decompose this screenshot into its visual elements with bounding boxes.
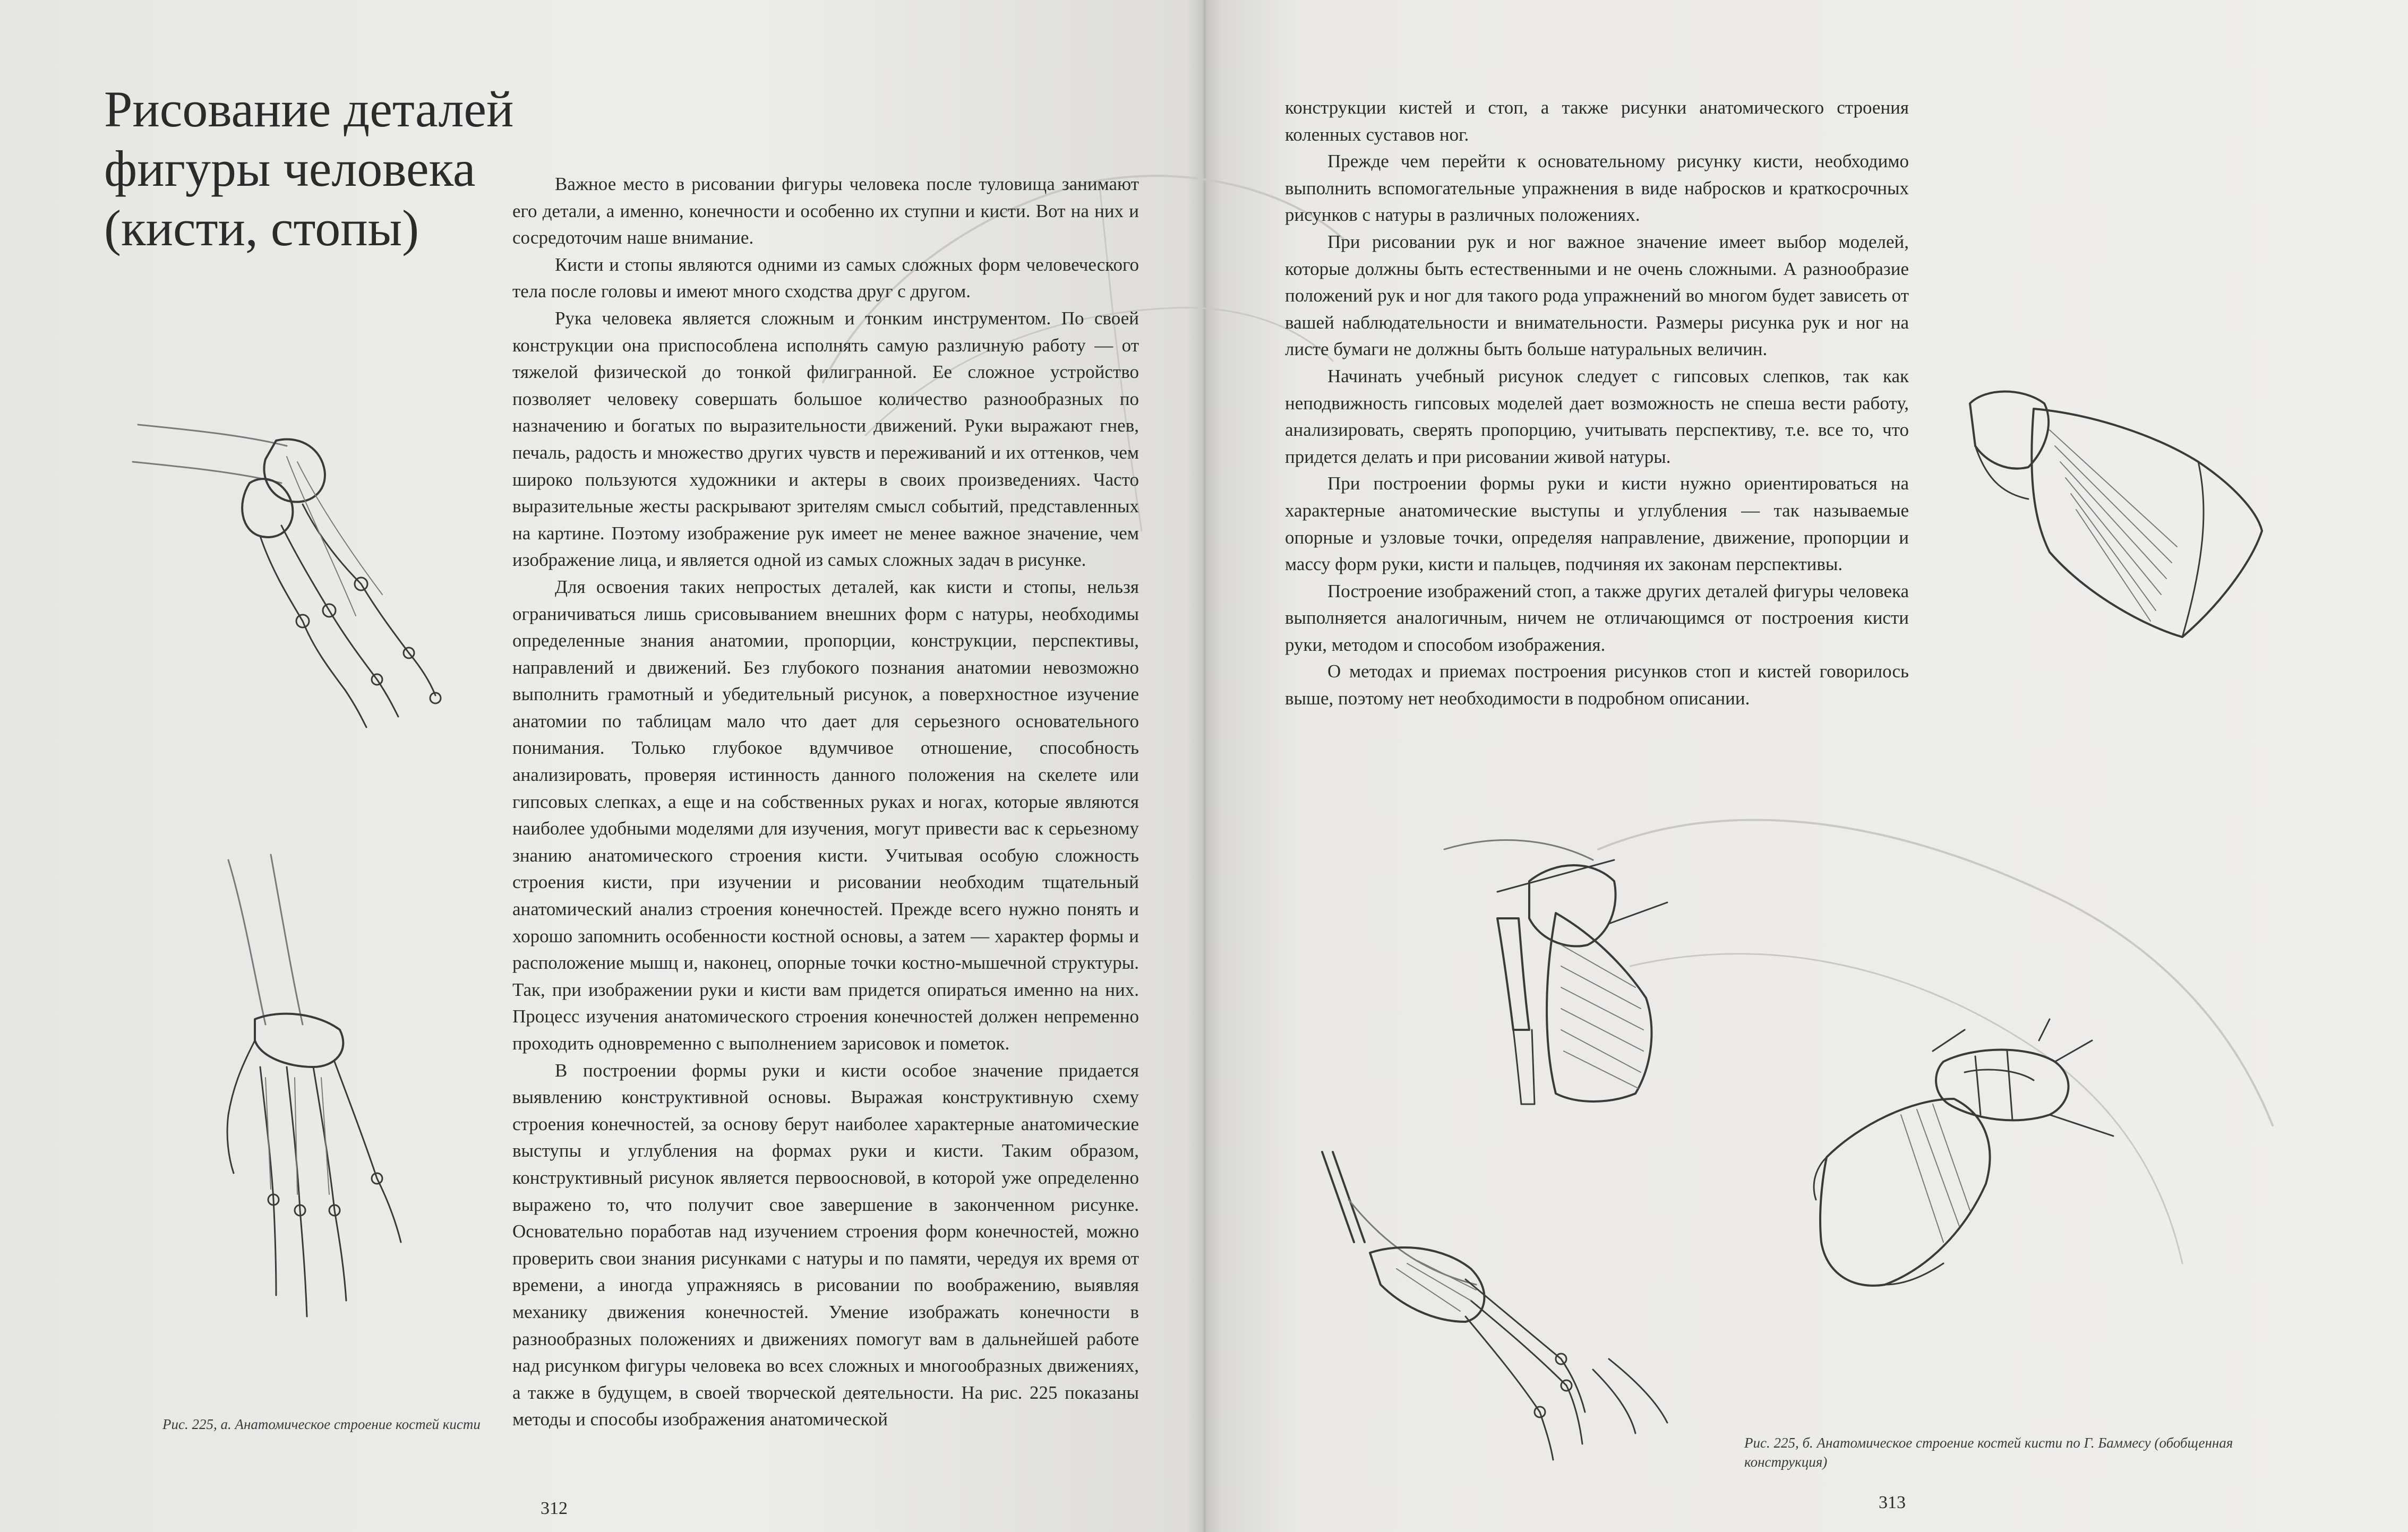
chapter-title bbox=[104, 80, 514, 258]
hand-construction-sketch-2 bbox=[1434, 828, 1731, 1157]
hand-bones-side-sketch bbox=[127, 393, 467, 754]
paragraph: О методах и приемах построения рисунков стоп и кистей говорилось выше, поэтому нет необходимости в подробном описании. bbox=[1285, 661, 1909, 709]
hand-construction-sketch-3 bbox=[1805, 1009, 2156, 1306]
paragraph: Начинать учебный рисунок следует с гипсовых слепков, так как неподвижность гипсовых моделей дает возможность не спеша вести работу, анализировать, сверять пропорцию, учитывать перспективу, т.е. все то, что придется делать и при рисовании живой натуры. bbox=[1285, 365, 1909, 467]
page-number-left: 312 bbox=[541, 1499, 568, 1518]
paragraph: Прежде чем перейти к основательному рисунку кисти, необходимо выполнить вспомогательные упражнения в виде набросков и краткосрочных рисунков с натуры в различных положениях. bbox=[1285, 151, 1909, 226]
paragraph: Построение изображений стоп, а также других деталей фигуры человека выполняется аналогичным, ничем не отличающимся от построения кисти руки, методом и способом изображения. bbox=[1285, 580, 1909, 655]
page-number-right: 313 bbox=[1879, 1493, 1906, 1512]
paragraph: Важное место в рисовании фигуры человека после туловища занимают его детали, а именно, конечности и особенно их ступни и кисти. Вот на них и сосредоточим наше внимание. bbox=[512, 174, 1139, 248]
left-text-column bbox=[512, 171, 1139, 1433]
paragraph-continuation: конструкции кистей и стоп, а также рисунки анатомического строения коленных суставов ног. bbox=[1285, 97, 1909, 145]
paragraph: При рисовании рук и ног важное значение имеет выбор моделей, которые должны быть естественными и не очень сложными. А разнообразие положений рук и ног для такого рода упражнений во многом будет зависеть от вашей наблюдательности и внимательности. Размеры рисунка рук и ног на листе бумаги не должны быть больше натуральных величин. bbox=[1285, 231, 1909, 360]
title-line: (кисти, стопы) bbox=[104, 200, 419, 256]
hand-bones-front-sketch bbox=[207, 849, 430, 1359]
paragraph: Для освоения таких непростых деталей, как кисти и стопы, нельзя ограничиваться лишь срисовыванием внешних форм с натуры, необходимы определенные знания анатомии, пропорции, конструкции, перспективы, направлений и движений. Без глубокого познания анатомии невозможно выполнить грамотный и убедительный рисунок, а поверхностное изучение анатомии по таблицам мало что дает для серьезного основательного понимания. Только глубокое вдумчивое отношение, способность анализировать, проверяя истинность данного положения на скелете или гипсовых слепках, а еще и на собственных руках и ногах, которые являются наиболее удобными моделями для изучения, могут привести вас к серьезному знанию анатомического строения кисти. Учитывая особую сложность строения кисти, при изучении и рисовании необходим тщательный анатомический анализ строения конечностей. Прежде всего нужно понять и хорошо запомнить особенности костной основы, а затем — характер формы и расположение мышц и, наконец, опорные точки костно-мышечной структуры. Так, при изображении руки и кисти вам придется опираться именно на них. Процесс изучения анатомического строения конечностей должен непременно проходить одновременно с выполнением зарисовок и пометок. bbox=[512, 576, 1139, 1054]
figure-caption-right: Рис. 225, б. Анатомическое строение костей кисти по Г. Баммесу (обобщенная конструкция) bbox=[1744, 1435, 2233, 1470]
title-line: фигуры человека bbox=[104, 140, 476, 197]
paragraph: При построении формы руки и кисти нужно ориентироваться на характерные анатомические выступы и углубления — так называемые опорные и узловые точки, определяя направление, движение, пропорции и массу форм руки, кисти и пальцев, подчиняя их законам перспективы. bbox=[1285, 473, 1909, 575]
paragraph: Рука человека является сложным и тонким инструментом. По своей конструкции она приспособлена исполнять самую различную работу — от тяжелой физической до тонкой филигранной. Ее сложное устройство позволяет человеку совершать большое количество разнообразных по назначению и богатых по выразительности движений. Руки выражают гнев, печаль, радость и множество других чувств и переживаний и их оттенков, чем широко пользуются художники и актеры в своих произведениях. Часто выразительные жесты раскрывают зрителям смысл событий, представленных на картине. Поэтому изображение рук имеет не менее важное значение, чем изображение лица, и является одной из самых сложных задач в рисунке. bbox=[512, 307, 1139, 571]
paragraph: Кисти и стопы являются одними из самых сложных форм человеческого тела после головы и имеют много сходства друг с другом. bbox=[512, 254, 1139, 302]
hand-construction-sketch bbox=[1954, 372, 2273, 669]
hand-bones-with-pencil-sketch bbox=[1317, 1147, 1699, 1476]
title-line: Рисование деталей bbox=[104, 81, 514, 137]
paragraph: В построении формы руки и кисти особое значение придается выявлению конструктивной основы. Выражая конструктивную схему строения конечностей, за основу берут наиболее характерные анатомические выступы и углубления на формах руки и кисти. Таким образом, конструктивный рисунок является первоосновой, в которой уже определенно выражено то, что получит свое завершение в законченном рисунке. Основательно поработав над изучением строения форм конечностей, можно проверить свои знания рисунками с натуры и по памяти, чередуя их время от времени, а иногда упражняясь в рисовании по воображению, выявляя механику движения конечностей. Умение изображать конечности в разнообразных положениях и движениях помогут вам в дальнейшей работе над рисунком фигуры человека во всех сложных и многообразных движениях, а также в будущем, в своей творческой деятельности. На рис. 225 показаны методы и способы изображения анатомической bbox=[512, 1060, 1139, 1430]
right-text-column bbox=[1285, 94, 1909, 712]
figure-caption-left: Рис. 225, а. Анатомическое строение костей кисти bbox=[162, 1416, 481, 1432]
